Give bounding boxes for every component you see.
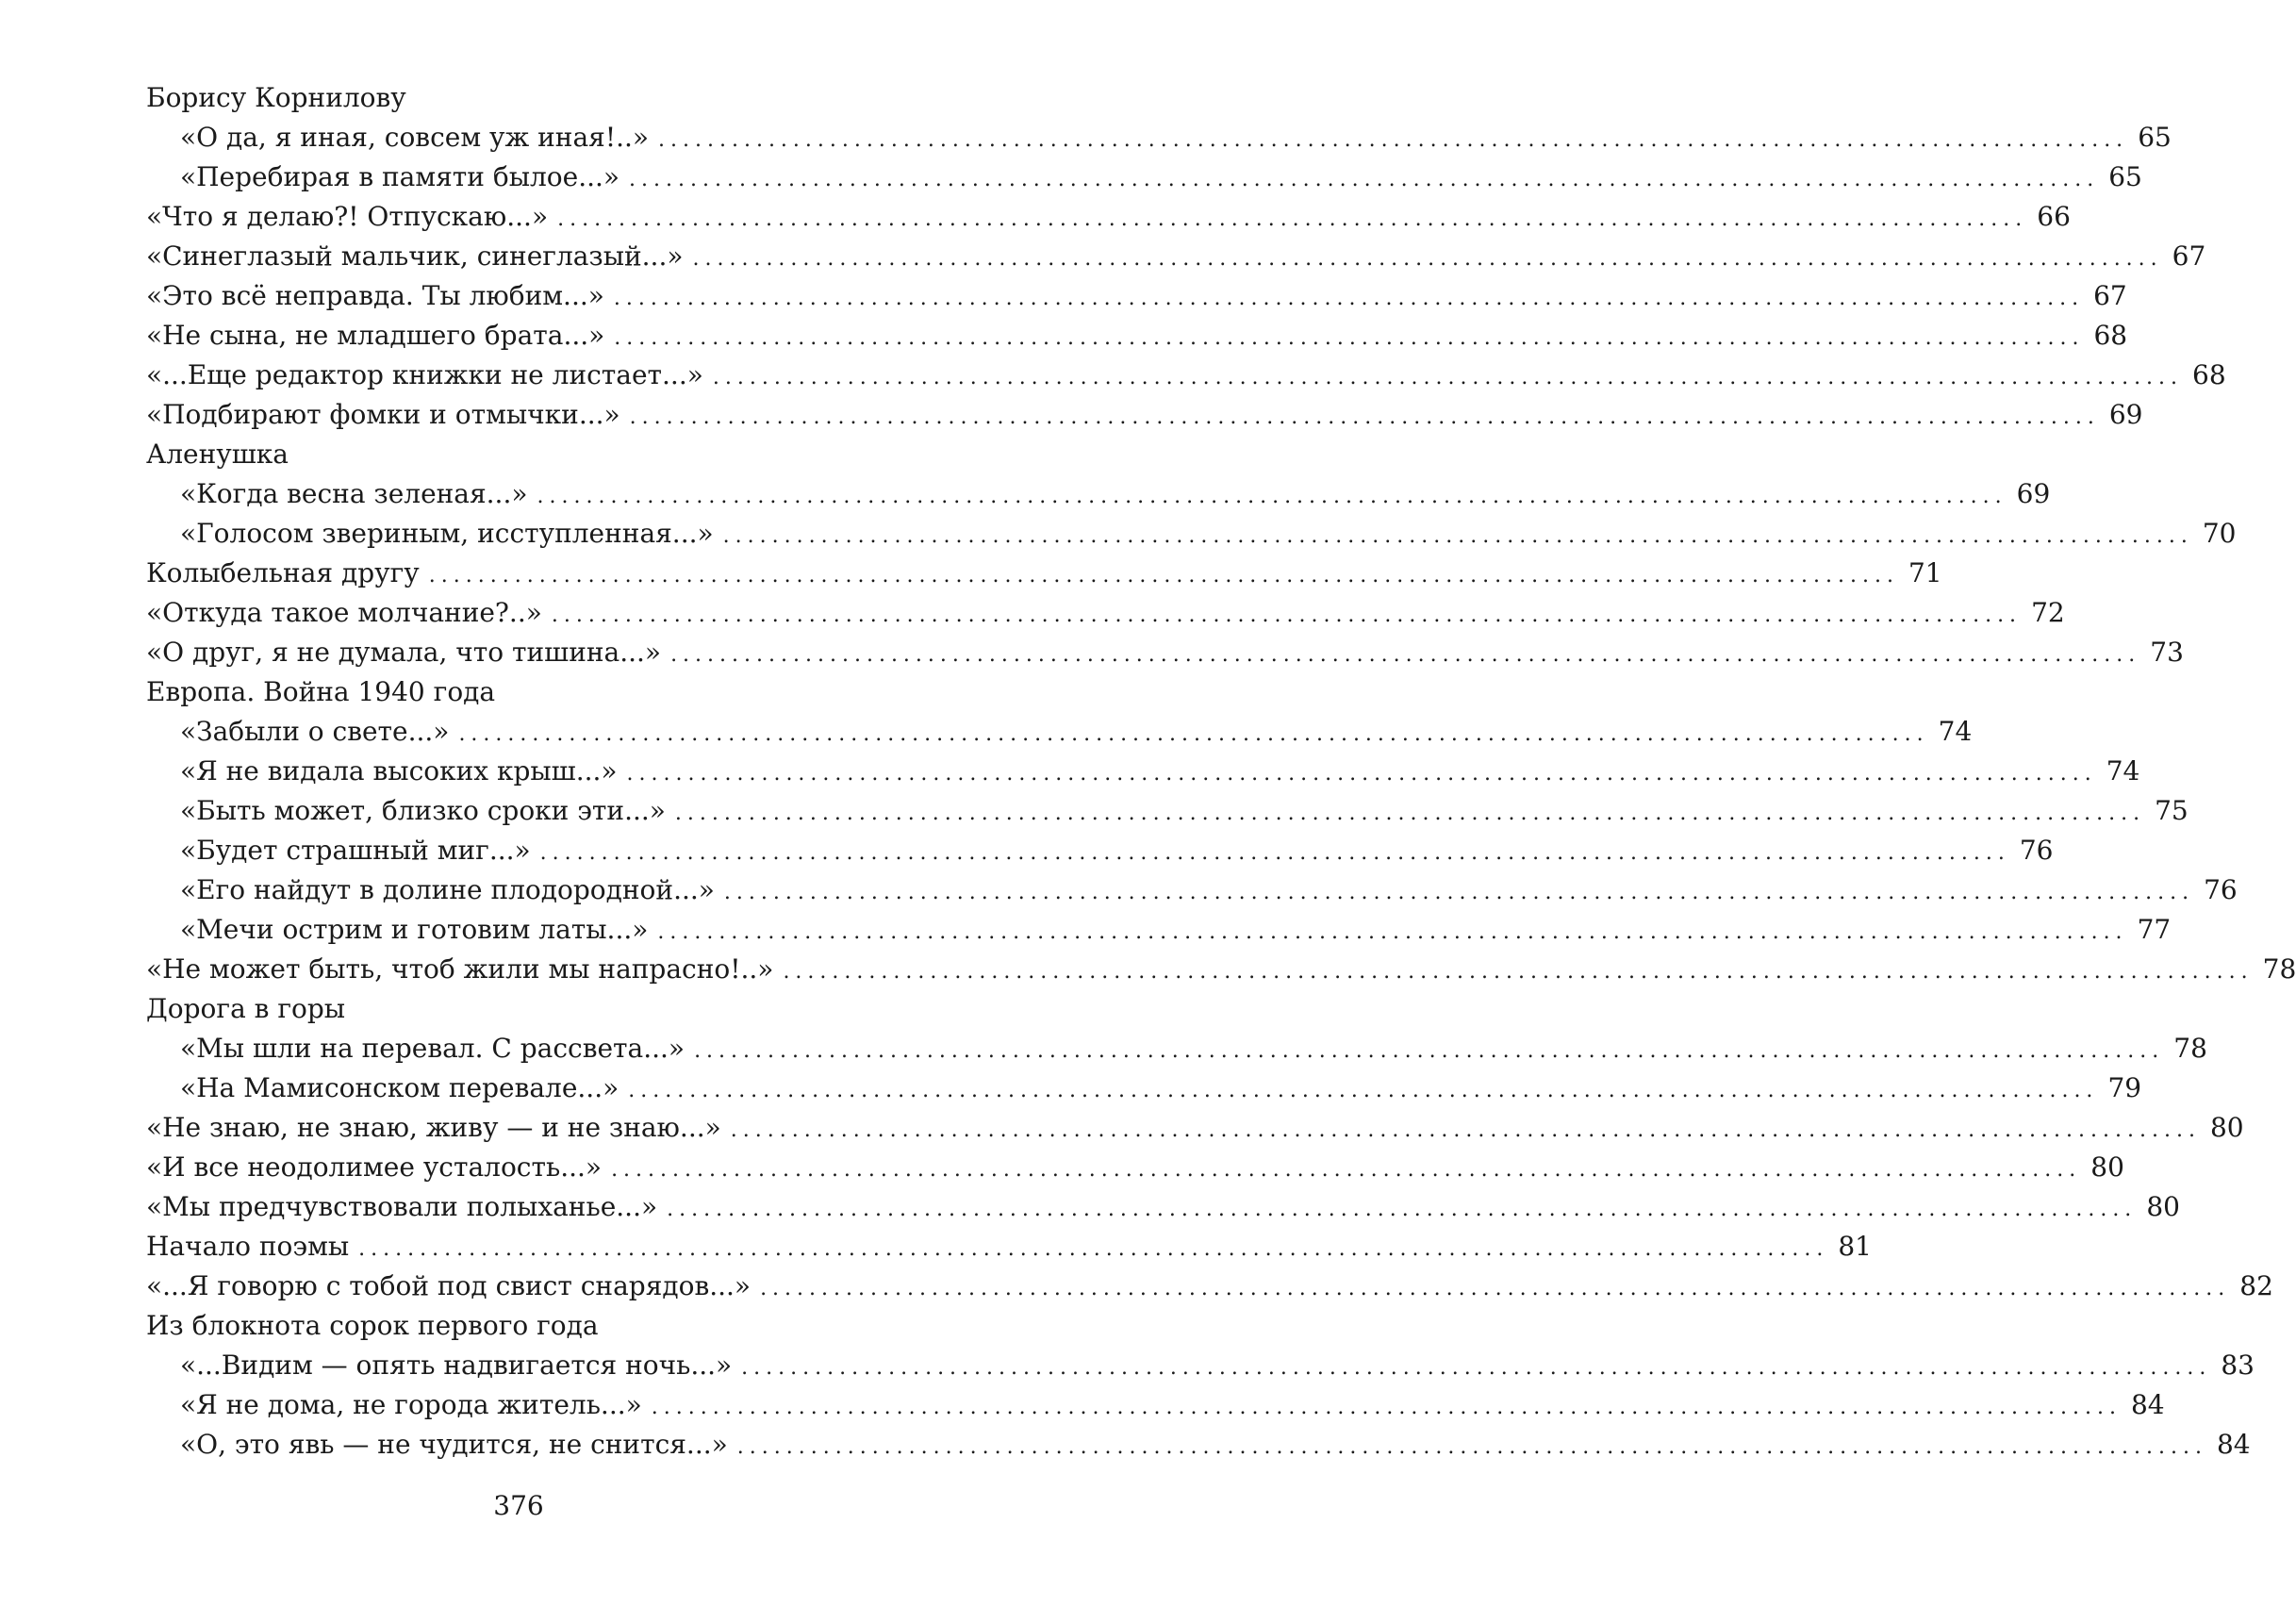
toc-entry bbox=[146, 950, 2296, 989]
toc-entry-page: 70 bbox=[2202, 518, 2237, 549]
toc-entry-page: 78 bbox=[2262, 953, 2296, 985]
toc-entry-title: «Перебирая в памяти былое...» bbox=[180, 161, 620, 192]
toc-entry bbox=[146, 712, 1973, 752]
dot-leader: ........................................................................................................................ bbox=[692, 247, 2163, 271]
toc-entry-title: Колыбельная другу bbox=[146, 557, 420, 588]
dot-leader: ........................................................................................................................ bbox=[628, 1079, 2099, 1102]
dot-leader: ........................................................................................................................ bbox=[667, 1198, 2138, 1221]
toc-entry-title: «Это всё неправда. Ты любим...» bbox=[146, 280, 604, 311]
toc-entry-title: «Синеглазый мальчик, синеглазый...» bbox=[146, 240, 684, 272]
dot-leader: ........................................................................................................................ bbox=[613, 287, 2085, 310]
toc-entry-title: «Мечи острим и готовим латы...» bbox=[180, 914, 649, 945]
dot-leader: ........................................................................................................................ bbox=[611, 1158, 2082, 1182]
dot-leader: ........................................................................................................................ bbox=[736, 1435, 2207, 1459]
toc-entry-page: 80 bbox=[2209, 1112, 2244, 1143]
toc-entry bbox=[146, 791, 2189, 831]
dot-leader: ........................................................................................................................ bbox=[722, 524, 2193, 548]
toc-entry-title: «Не может быть, чтоб жили мы напрасно!..» bbox=[146, 953, 774, 985]
toc-entry-title: «Забыли о свете...» bbox=[180, 716, 450, 747]
toc-entry-title: «О друг, я не думала, что тишина...» bbox=[146, 637, 662, 668]
toc-entry bbox=[146, 1385, 2165, 1425]
toc-entry-title: «Подбирают фомки и отмычки...» bbox=[146, 399, 620, 430]
toc-entry-page: 76 bbox=[2019, 835, 2054, 866]
toc-entry bbox=[146, 356, 2226, 395]
dot-leader: ........................................................................................................................ bbox=[657, 920, 2128, 944]
dot-leader: ........................................................................................................................ bbox=[551, 604, 2023, 627]
toc-entry-title: «О, это явь — не чудится, не снится...» bbox=[180, 1429, 728, 1460]
dot-leader: ........................................................................................................................ bbox=[629, 168, 2100, 191]
toc-entry-title: «Я не видала высоких крыш...» bbox=[180, 755, 618, 787]
toc-entry-page: 74 bbox=[1938, 716, 1973, 747]
dot-leader: ........................................................................................................................ bbox=[537, 485, 2007, 508]
toc-entry bbox=[146, 1187, 2180, 1227]
toc-entry bbox=[146, 910, 2172, 950]
toc-entry-title: Дорога в горы bbox=[146, 993, 346, 1024]
toc-entry-page: 75 bbox=[2155, 795, 2189, 826]
toc-entry-page: 84 bbox=[2130, 1389, 2165, 1420]
toc-entry-page: 80 bbox=[2146, 1191, 2180, 1222]
toc-entry bbox=[146, 1306, 910, 1346]
toc-entry bbox=[146, 554, 1942, 593]
dot-leader: ........................................................................................................................ bbox=[358, 1237, 1829, 1261]
toc-entry-title: «Его найдут в долине плодородной...» bbox=[180, 874, 715, 905]
toc-entry-title: «Мы шли на перевал. С рассвета...» bbox=[180, 1033, 685, 1064]
toc-entry-title: «...Еще редактор книжки не листает...» bbox=[146, 359, 703, 390]
toc-entry bbox=[146, 989, 910, 1029]
toc-entry-page: 79 bbox=[2107, 1072, 2142, 1103]
toc-entry-title: «Я не дома, не города житель...» bbox=[180, 1389, 642, 1420]
toc-entry bbox=[146, 197, 2071, 237]
toc-entry bbox=[146, 435, 910, 474]
dot-leader: ........................................................................................................................ bbox=[712, 366, 2184, 389]
dot-leader: ........................................................................................................................ bbox=[651, 1396, 2122, 1419]
toc-entry-title: «Когда весна зеленая...» bbox=[180, 478, 528, 509]
dot-leader: ........................................................................................................................ bbox=[658, 128, 2129, 152]
toc-entry-page: 77 bbox=[2137, 914, 2172, 945]
toc-entry-page: 69 bbox=[2108, 399, 2143, 430]
dot-leader: ........................................................................................................................ bbox=[614, 326, 2085, 350]
toc-entry-page: 82 bbox=[2239, 1270, 2273, 1301]
toc-entry-title: Борису Корнилову bbox=[146, 82, 406, 113]
toc-entry bbox=[146, 752, 2140, 791]
toc-entry-page: 68 bbox=[2093, 320, 2128, 351]
toc-entry-title: «На Мамисонском перевале...» bbox=[180, 1072, 619, 1103]
toc-entry bbox=[146, 672, 910, 712]
toc-entry-title: «Мы предчувствовали полыханье...» bbox=[146, 1191, 658, 1222]
toc-entry-page: 65 bbox=[2108, 161, 2142, 192]
toc-entry-title: Аленушка bbox=[146, 439, 289, 470]
dot-leader: ........................................................................................................................ bbox=[674, 802, 2146, 825]
toc-entry-page: 73 bbox=[2150, 637, 2184, 668]
toc-entry bbox=[146, 514, 2237, 554]
toc-entry bbox=[146, 831, 2054, 870]
toc-entry bbox=[146, 1068, 2142, 1108]
toc-entry-title: «Быть может, близко сроки эти...» bbox=[180, 795, 666, 826]
dot-leader: ........................................................................................................................ bbox=[458, 722, 1929, 746]
toc-entry-page: 67 bbox=[2093, 280, 2127, 311]
dot-leader: ........................................................................................................................ bbox=[428, 564, 1899, 588]
toc-entry bbox=[146, 1108, 2244, 1148]
toc-entry bbox=[146, 118, 2172, 157]
toc-entry-title: «Будет страшный миг...» bbox=[180, 835, 531, 866]
dot-leader: ........................................................................................................................ bbox=[760, 1277, 2231, 1300]
toc-entry-page: 78 bbox=[2173, 1033, 2207, 1064]
toc-entry bbox=[146, 1148, 2124, 1187]
toc-entry-page: 69 bbox=[2016, 478, 2051, 509]
toc-entry-page: 65 bbox=[2138, 122, 2172, 153]
dot-leader: ........................................................................................................................ bbox=[629, 406, 2100, 429]
toc-entry bbox=[146, 316, 2128, 356]
toc-entry bbox=[146, 1425, 2251, 1465]
toc-entry bbox=[146, 276, 2127, 316]
toc-entry bbox=[146, 593, 2065, 633]
toc-entry bbox=[146, 157, 2142, 197]
dot-leader: ........................................................................................................................ bbox=[741, 1356, 2212, 1380]
toc-entry-title: «...Видим — опять надвигается ночь...» bbox=[180, 1350, 733, 1381]
toc-entry bbox=[146, 474, 2051, 514]
toc-entry bbox=[146, 78, 910, 118]
toc-entry-title: «Что я делаю?! Отпускаю...» bbox=[146, 201, 549, 232]
toc-entry-title: Начало поэмы bbox=[146, 1231, 350, 1262]
dot-leader: ........................................................................................................................ bbox=[783, 960, 2254, 984]
toc-entry-page: 67 bbox=[2172, 240, 2206, 272]
toc-entry-title: «О да, я иная, совсем уж иная!..» bbox=[180, 122, 649, 153]
toc-entry-title: «И все неодолимее усталость...» bbox=[146, 1151, 603, 1183]
page-number: 376 bbox=[493, 1490, 544, 1521]
toc-entry-page: 72 bbox=[2031, 597, 2065, 628]
toc-entry-page: 74 bbox=[2106, 755, 2140, 787]
dot-leader: ........................................................................................................................ bbox=[723, 881, 2195, 904]
toc-entry-page: 83 bbox=[2221, 1350, 2255, 1381]
dot-leader: ........................................................................................................................ bbox=[539, 841, 2010, 865]
dot-leader: ........................................................................................................................ bbox=[670, 643, 2141, 667]
toc-entry-page: 76 bbox=[2204, 874, 2238, 905]
toc-entry-page: 66 bbox=[2037, 201, 2071, 232]
dot-leader: ........................................................................................................................ bbox=[557, 207, 2028, 231]
toc-entry bbox=[146, 1227, 1872, 1267]
toc-entry-title: «Не знаю, не знаю, живу — и не знаю...» bbox=[146, 1112, 721, 1143]
toc-entry-title: «...Я говорю с тобой под свист снарядов...» bbox=[146, 1270, 752, 1301]
dot-leader: ........................................................................................................................ bbox=[626, 762, 2097, 786]
toc-entry bbox=[146, 1267, 2273, 1306]
table-of-contents bbox=[146, 78, 2296, 1465]
toc-entry bbox=[146, 870, 2238, 910]
toc-entry-title: «Откуда такое молчание?..» bbox=[146, 597, 542, 628]
toc-entry-page: 80 bbox=[2090, 1151, 2124, 1183]
dot-leader: ........................................................................................................................ bbox=[730, 1118, 2201, 1142]
toc-entry-title: Европа. Война 1940 года bbox=[146, 676, 496, 707]
toc-entry-title: «Не сына, не младшего брата...» bbox=[146, 320, 605, 351]
toc-entry-page: 84 bbox=[2216, 1429, 2251, 1460]
dot-leader: ........................................................................................................................ bbox=[694, 1039, 2165, 1063]
toc-entry-title: «Голосом звериным, исступленная...» bbox=[180, 518, 714, 549]
toc-entry-page: 81 bbox=[1838, 1231, 1872, 1262]
toc-entry-page: 71 bbox=[1908, 557, 1942, 588]
toc-entry bbox=[146, 237, 2206, 276]
toc-entry-title: Из блокнота сорок первого года bbox=[146, 1310, 599, 1341]
toc-entry bbox=[146, 1029, 2207, 1068]
toc-entry bbox=[146, 633, 2184, 672]
toc-entry bbox=[146, 1346, 2255, 1385]
toc-entry-page: 68 bbox=[2192, 359, 2226, 390]
toc-entry bbox=[146, 395, 2143, 435]
